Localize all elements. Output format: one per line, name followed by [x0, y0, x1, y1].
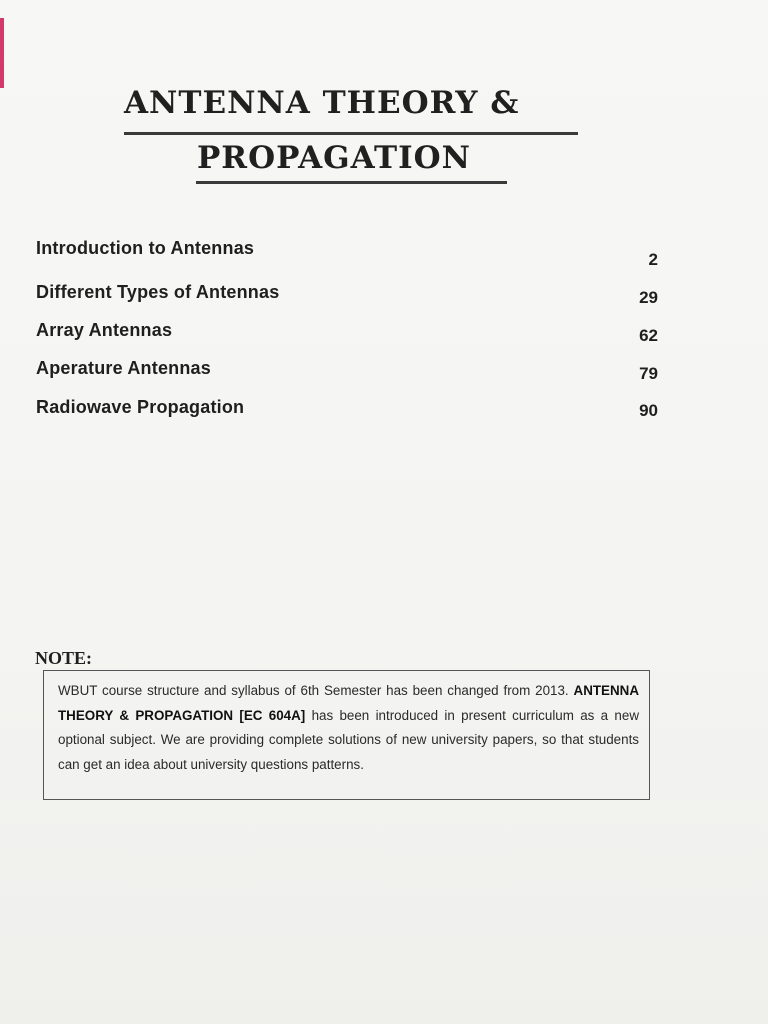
toc-page-number: 62 [639, 326, 658, 345]
toc-entry-title: Different Types of Antennas [36, 282, 280, 302]
title-underline-2 [196, 181, 507, 184]
toc-row [36, 320, 658, 350]
toc-row [36, 238, 658, 268]
toc-entry-title: Aperature Antennas [36, 358, 211, 378]
toc-entry-title: Array Antennas [36, 320, 173, 340]
page-edge-mark [0, 18, 4, 88]
toc-entry-title: Introduction to Antennas [36, 238, 255, 258]
title-underline-1 [124, 132, 578, 135]
title-line-2: PROPAGATION [197, 140, 471, 176]
toc-row [36, 282, 658, 312]
title-line-1: ANTENNA THEORY & [124, 85, 520, 121]
note-box [43, 670, 650, 800]
toc-row [36, 358, 658, 388]
toc-entry-title: Radiowave Propagation [36, 397, 245, 417]
toc-page-number: 29 [639, 288, 658, 307]
toc-page-number: 90 [639, 401, 658, 420]
toc-page-number: 2 [648, 250, 658, 269]
note-text-body: has been introduced in present curriculum as a new optional subject. We are providing complete solutions of new university papers, so that students can get an idea about university questions patterns. [58, 707, 639, 772]
note-subject-code: ANTENNA THEORY & PROPAGATION [EC 604A] [58, 683, 639, 723]
note-text-intro: WBUT course structure and syllabus of 6th Semester has been changed from 2013. [58, 683, 569, 698]
note-heading: NOTE: [35, 648, 93, 668]
toc-row [36, 397, 658, 427]
toc-page-number: 79 [639, 364, 658, 383]
